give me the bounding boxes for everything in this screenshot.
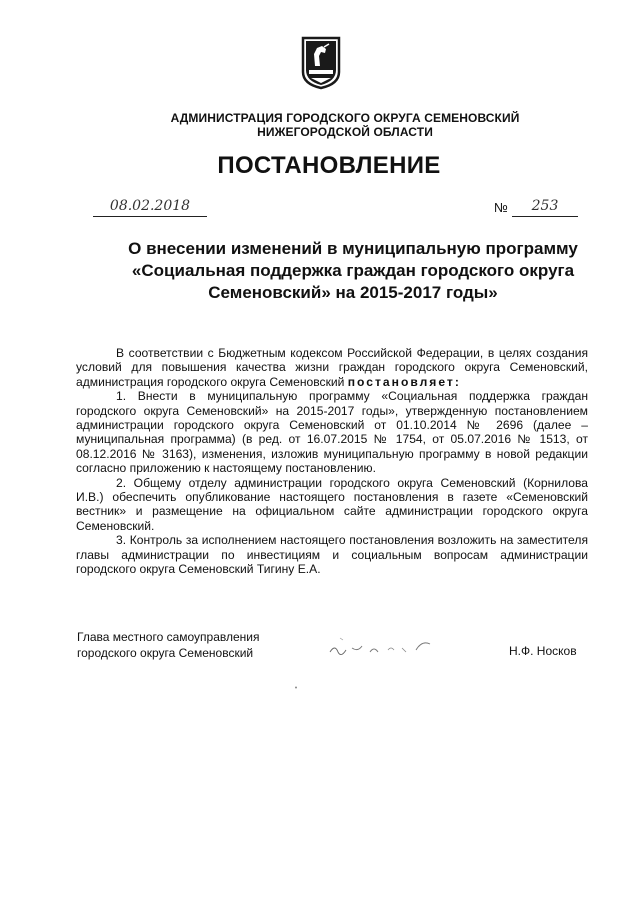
number-label: № [494,200,508,215]
date-field [93,196,207,217]
document-body [76,346,588,577]
document-type-title: ПОСТАНОВЛЕНИЕ [217,152,441,179]
signatory-name: Н.Ф. Носков [509,644,577,658]
handwritten-number: 253 [531,198,559,214]
org-name-line1: АДМИНИСТРАЦИЯ ГОРОДСКОГО ОКРУГА СЕМЕНОВСКИЙ [170,111,520,125]
signatory-title [77,629,260,661]
signatory-title-line1: Глава местного самоуправления [77,630,260,644]
resolves-word: постановляет: [347,374,461,389]
number-field [512,196,578,217]
coat-of-arms-icon [301,36,341,90]
body-paragraph-preamble [76,346,588,389]
body-paragraph-item1: 1. Внести в муниципальную программу «Социальная поддержка граждан городского округа Семеновский» на 2015-2017 годы», утвержденную постановлением администрации городского округа Семеновский от 01.10.2014 № 2696 (далее – муниципальная программа) (в ред. от 16.07.2015 № 1754, от 05.07.2016 № 1513, от 08.12.2016 № 3163), изменения, изложив муниципальную программу в новой редакции согласно приложению к настоящему постановлению. [76,389,588,476]
document-subject [103,238,603,304]
body-paragraph-item3: 3. Контроль за исполнением настоящего постановления возложить на заместителя главы администрации по инвестициям и социальным вопросам администрации городского округа Семеновский Тигину Е.А. [76,533,588,577]
handwritten-date: 08.02.2018 [109,198,191,214]
subject-line1: О внесении изменений в муниципальную программу [128,239,578,258]
subject-line3: Семеновский» на 2015-2017 годы» [208,283,498,302]
handwritten-signature [328,634,438,664]
subject-line2: «Социальная поддержка граждан городского округа [131,261,575,280]
org-name-line2: НИЖЕГОРОДСКОЙ ОБЛАСТИ [257,125,433,139]
scan-artifact-mark [294,686,298,689]
body-paragraph-item2: 2. Общему отделу администрации городского округа Семеновский (Корнилова И.В.) обеспечить опубликование настоящего постановления в газете «Семеновский вестник» и размещение на официальном сайте администрации городского округа Семеновский. [76,475,588,533]
preamble-text: В соответствии с Бюджетным кодексом Российской Федерации, в целях создания условий для повышения качества жизни граждан городского округа Семеновский, администрация городского округа Семеновский [76,346,588,389]
signatory-title-line2: городского округа Семеновский [77,646,254,660]
